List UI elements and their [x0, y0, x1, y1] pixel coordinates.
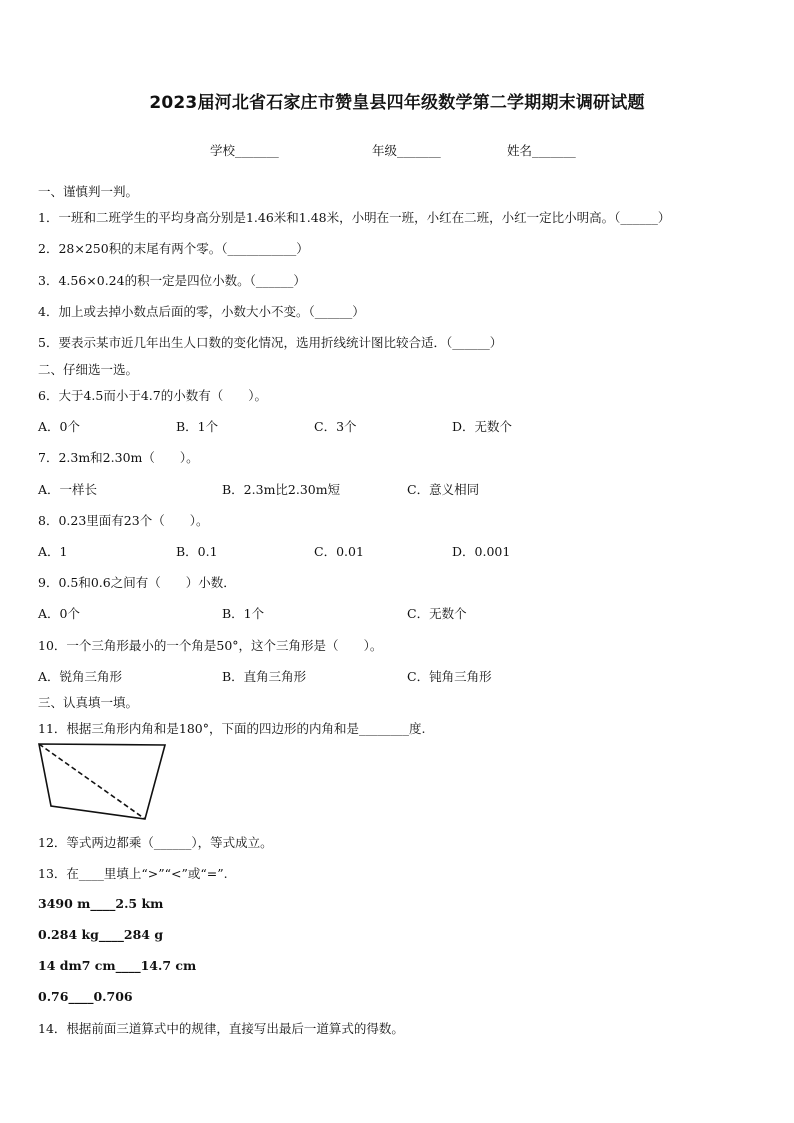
q13-item-1: 3490 m____2.5 km	[38, 896, 164, 911]
q6-option-a[interactable]: A．0个	[38, 419, 80, 434]
section-2-heading: 二、仔细选一选。	[38, 362, 139, 377]
question-4: 4．加上或去掉小数点后面的零，小数大小不变。（______）	[38, 304, 365, 319]
quadrilateral-diagonal	[39, 744, 145, 819]
q6-option-c[interactable]: C．3个	[314, 419, 357, 434]
section-3-heading: 三、认真填一填。	[38, 695, 139, 710]
question-8: 8．0.23里面有23个（ ）。	[38, 513, 209, 528]
q9-option-c[interactable]: C．无数个	[407, 606, 467, 621]
school-field[interactable]: 学校_______	[210, 143, 279, 158]
grade-field[interactable]: 年级_______	[372, 143, 441, 158]
quadrilateral-figure	[36, 741, 170, 823]
q9-option-a[interactable]: A．0个	[38, 606, 80, 621]
q6-option-d[interactable]: D．无数个	[452, 419, 513, 434]
question-3: 3．4.56×0.24的积一定是四位小数。（______）	[38, 273, 306, 288]
question-10: 10．一个三角形最小的一个角是50°，这个三角形是（ ）。	[38, 638, 383, 653]
q6-option-b[interactable]: B．1个	[176, 419, 219, 434]
question-2: 2．28×250积的末尾有两个零。（___________）	[38, 241, 309, 256]
q10-option-a[interactable]: A．锐角三角形	[38, 669, 123, 684]
q10-option-c[interactable]: C．钝角三角形	[407, 669, 492, 684]
q7-option-b[interactable]: B．2.3m比2.30m短	[222, 482, 341, 497]
q7-option-c[interactable]: C．意义相同	[407, 482, 480, 497]
q8-option-a[interactable]: A．1	[38, 544, 68, 559]
question-12: 12．等式两边都乘（______），等式成立。	[38, 835, 273, 850]
question-5: 5．要表示某市近几年出生人口数的变化情况，选用折线统计图比较合适．（______）	[38, 335, 503, 350]
question-9: 9．0.5和0.6之间有（ ）小数．	[38, 575, 236, 590]
q8-option-c[interactable]: C．0.01	[314, 544, 364, 559]
q13-item-3: 14 dm7 cm____14.7 cm	[38, 958, 197, 973]
q13-item-4: 0.76____0.706	[38, 989, 133, 1004]
page-title: 2023届河北省石家庄市赞皇县四年级数学第二学期期末调研试题	[149, 93, 645, 113]
quadrilateral-outline	[39, 744, 165, 819]
question-14: 14．根据前面三道算式中的规律，直接写出最后一道算式的得数。	[38, 1021, 404, 1036]
q9-option-b[interactable]: B．1个	[222, 606, 265, 621]
question-1: 1．一班和二班学生的平均身高分别是1.46米和1.48米，小明在一班，小红在二班，小红一定比小明高。（______）	[38, 210, 671, 225]
question-11: 11．根据三角形内角和是180°，下面的四边形的内角和是________度.	[38, 721, 426, 736]
q8-option-b[interactable]: B．0.1	[176, 544, 218, 559]
q13-item-2: 0.284 kg____284 g	[38, 927, 164, 942]
question-6: 6．大于4.5而小于4.7的小数有（ ）。	[38, 388, 267, 403]
section-1-heading: 一、谨慎判一判。	[38, 184, 139, 199]
q7-option-a[interactable]: A．一样长	[38, 482, 98, 497]
q10-option-b[interactable]: B．直角三角形	[222, 669, 307, 684]
q8-option-d[interactable]: D．0.001	[452, 544, 511, 559]
question-7: 7．2.3m和2.30m（ ）。	[38, 450, 199, 465]
name-field[interactable]: 姓名_______	[507, 143, 576, 158]
question-13: 13．在____里填上“>”“<”或“=”.	[38, 866, 228, 881]
